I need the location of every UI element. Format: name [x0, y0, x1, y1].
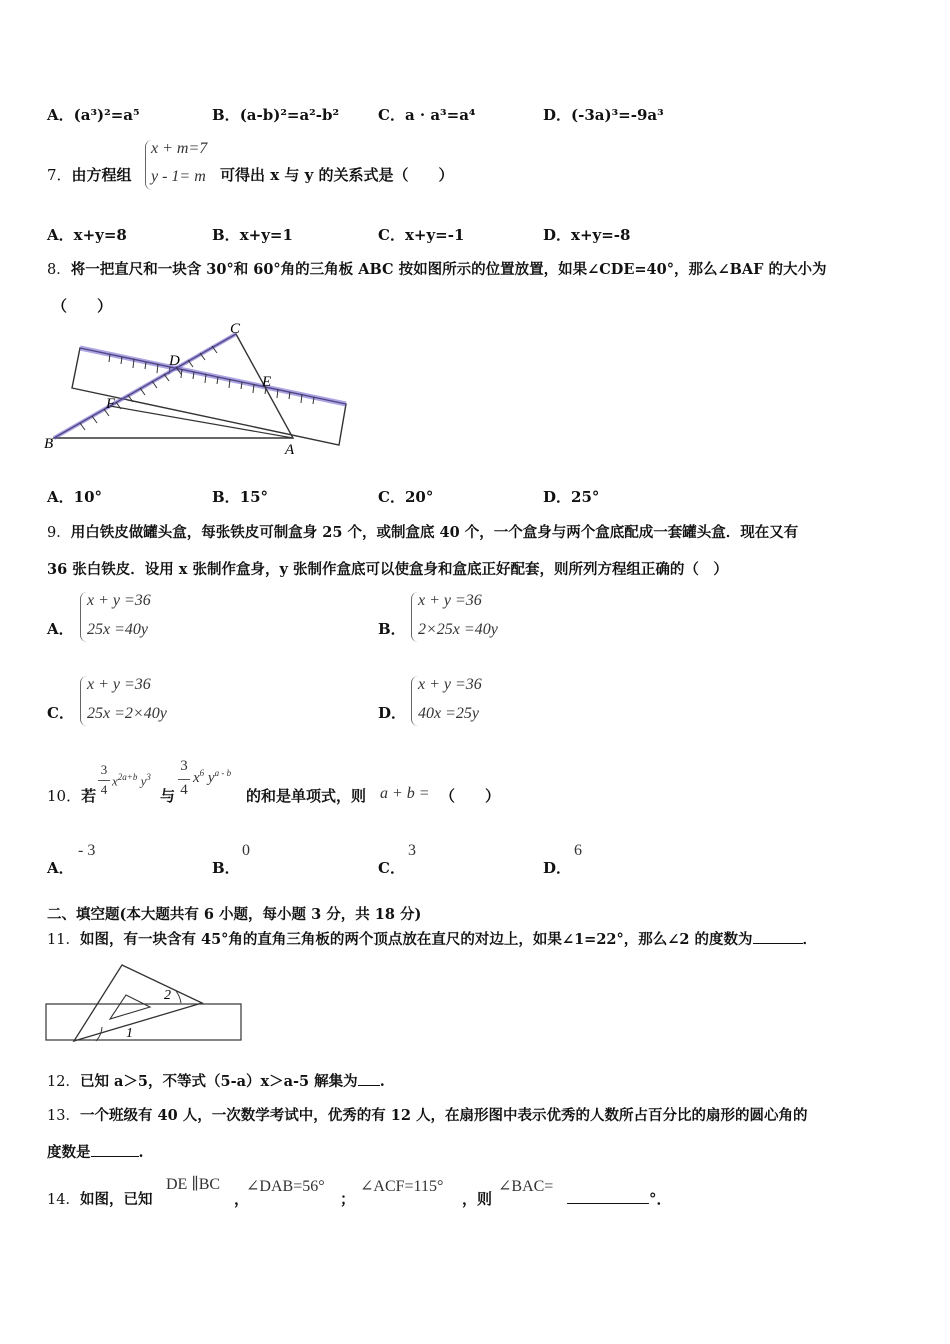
- q7-option-a: A．x+y=8: [47, 226, 127, 244]
- q14-m3: ∠ACF=115°: [360, 1178, 444, 1195]
- q6-option-d: D．(-3a)³=-9a³: [543, 106, 664, 124]
- q11-label-1: 1: [126, 1026, 133, 1041]
- q10-frac1-num: 3: [100, 762, 108, 777]
- q8-label-b: B: [44, 436, 54, 452]
- q10-post: 的和是单项式，则: [246, 787, 367, 805]
- q13-answer-blank[interactable]: [91, 1156, 139, 1157]
- q10-option-c-value: 3: [408, 842, 416, 859]
- q14-sep2: ；: [340, 1190, 356, 1208]
- q14-lead: 14．如图，已知: [47, 1191, 153, 1208]
- q7-stem: 7．由方程组: [47, 166, 132, 184]
- q9-option-d-eq1: x + y =36: [418, 676, 482, 693]
- q10-option-c-label: C．: [378, 859, 405, 877]
- q12-stem: 12．已知 a＞5，不等式（5-a）x＞a-5 解集为 .: [47, 1073, 385, 1090]
- section-2-title: 二、填空题(本大题共有 6 小题，每小题 3 分，共 18 分): [47, 906, 422, 923]
- q9-option-c-eq2: 25x =2×40y: [87, 705, 167, 722]
- q8-label-a: A: [285, 442, 295, 458]
- q10-option-d-label: D．: [543, 859, 572, 877]
- q9-option-d-brace: [411, 676, 418, 726]
- q10-mid: 与: [160, 787, 176, 805]
- q9-option-c-eq1: x + y =36: [87, 676, 151, 693]
- q11-stem: 11．如图，有一块含有 45°角的直角三角板的两个顶点放在直尺的对边上，如果∠1=22°，那么∠2 的度数为 ．: [47, 931, 818, 948]
- q10-option-a-label: A．: [47, 859, 74, 877]
- q10-frac1-den: 4: [100, 782, 108, 797]
- q14-answer: °．: [567, 1188, 672, 1209]
- q9-option-a-eq2: 25x =40y: [87, 621, 148, 638]
- q9-option-a-brace: [80, 592, 87, 642]
- q9-stem: 9．用白铁皮做罐头盒，每张铁皮可制盒身 25 个，或制盒底 40 个，一个盒身与两个盒底配成一套罐头盒．现在又有: [47, 524, 799, 541]
- q10-option-d-value: 6: [574, 842, 582, 859]
- q9-option-d-label: D．: [378, 704, 407, 722]
- q9-option-a-eq1: x + y =36: [87, 592, 151, 609]
- q8-label-e: E: [262, 374, 272, 390]
- q8-stem: 8．将一把直尺和一块含 30°和 60°角的三角板 ABC 按如图所示的位置放置，如果∠CDE=40°，那么∠BAF 的大小为: [47, 261, 827, 278]
- q6-option-b: B．(a-b)²=a²-b²: [212, 106, 340, 124]
- q14-m1: DE ∥BC: [166, 1176, 221, 1193]
- q8-option-d: D．25°: [543, 488, 600, 506]
- q8-label-d: D: [169, 353, 180, 369]
- q10-term1: $x^{2a+b}$ $y^3$: [112, 772, 151, 789]
- q11-label-2: 2: [164, 988, 171, 1003]
- q8-option-a: A．10°: [47, 488, 103, 506]
- q7-eq2: y - 1= m: [151, 168, 206, 185]
- q10-frac1-bar: [98, 780, 110, 781]
- q10-frac2-den: 4: [180, 782, 188, 798]
- q14-sep3: ，则: [462, 1190, 493, 1208]
- q6-option-a: A．(a³)²=a⁵: [47, 106, 140, 124]
- q11-figure: [44, 955, 244, 1043]
- q10-tail: （ ）: [440, 787, 501, 805]
- q8-stem-2: （ ）: [52, 297, 113, 315]
- q7-option-d: D．x+y=-8: [543, 226, 631, 244]
- q7-eq1: x + m=7: [151, 140, 208, 157]
- q14-m4: ∠BAC=: [498, 1178, 554, 1195]
- q12-answer-blank[interactable]: [358, 1085, 380, 1086]
- q10-option-b-value: 0: [242, 842, 250, 859]
- q9-option-c-brace: [80, 676, 87, 726]
- q11-answer-blank[interactable]: [753, 943, 803, 944]
- q9-stem-2: 36 张白铁皮．设用 x 张制作盒身，y 张制作盒底可以使盒身和盒底正好配套，则所列方程组正确的（ ）: [47, 561, 728, 578]
- q11-triangle: [74, 965, 202, 1041]
- q9-option-d-eq2: 40x =25y: [418, 705, 479, 722]
- q9-option-b-label: B．: [378, 620, 406, 638]
- q14-answer-blank[interactable]: [567, 1203, 649, 1204]
- q10-expr: a + b =: [380, 785, 430, 802]
- q8-option-c: C．20°: [378, 488, 434, 506]
- q10-option-a-value: - 3: [78, 842, 96, 859]
- q13-stem: 13．一个班级有 40 人，一次数学考试中，优秀的有 12 人，在扇形图中表示优秀的人数所占百分比的扇形的圆心角的: [47, 1107, 808, 1124]
- q9-option-b-eq2: 2×25x =40y: [418, 621, 498, 638]
- q7-stem-post: 可得出 x 与 y 的关系式是（ ）: [220, 166, 454, 184]
- q6-option-c: C．a · a³=a⁴: [378, 106, 476, 124]
- q9-option-b-eq1: x + y =36: [418, 592, 482, 609]
- q10-lead: 10．若: [47, 787, 97, 805]
- q13-stem-2: 度数是 .: [47, 1144, 144, 1161]
- q10-frac2-bar: [178, 779, 190, 780]
- q10-frac2-num: 3: [180, 758, 188, 774]
- q14-sep1: ，: [234, 1190, 250, 1208]
- q14-m2: ∠DAB=56°: [246, 1178, 325, 1195]
- q7-option-b: B．x+y=1: [212, 226, 293, 244]
- q8-option-b: B．15°: [212, 488, 269, 506]
- q9-option-c-label: C．: [47, 704, 74, 722]
- q10-term2: $x^6$ $y^{a - b}$: [193, 768, 232, 786]
- q9-option-b-brace: [411, 592, 418, 642]
- q8-figure: [40, 318, 355, 458]
- q10-option-b-label: B．: [212, 859, 240, 877]
- q8-label-f: F: [106, 396, 116, 412]
- q9-option-a-label: A．: [47, 620, 74, 638]
- q8-label-c: C: [230, 321, 241, 337]
- q7-option-c: C．x+y=-1: [378, 226, 465, 244]
